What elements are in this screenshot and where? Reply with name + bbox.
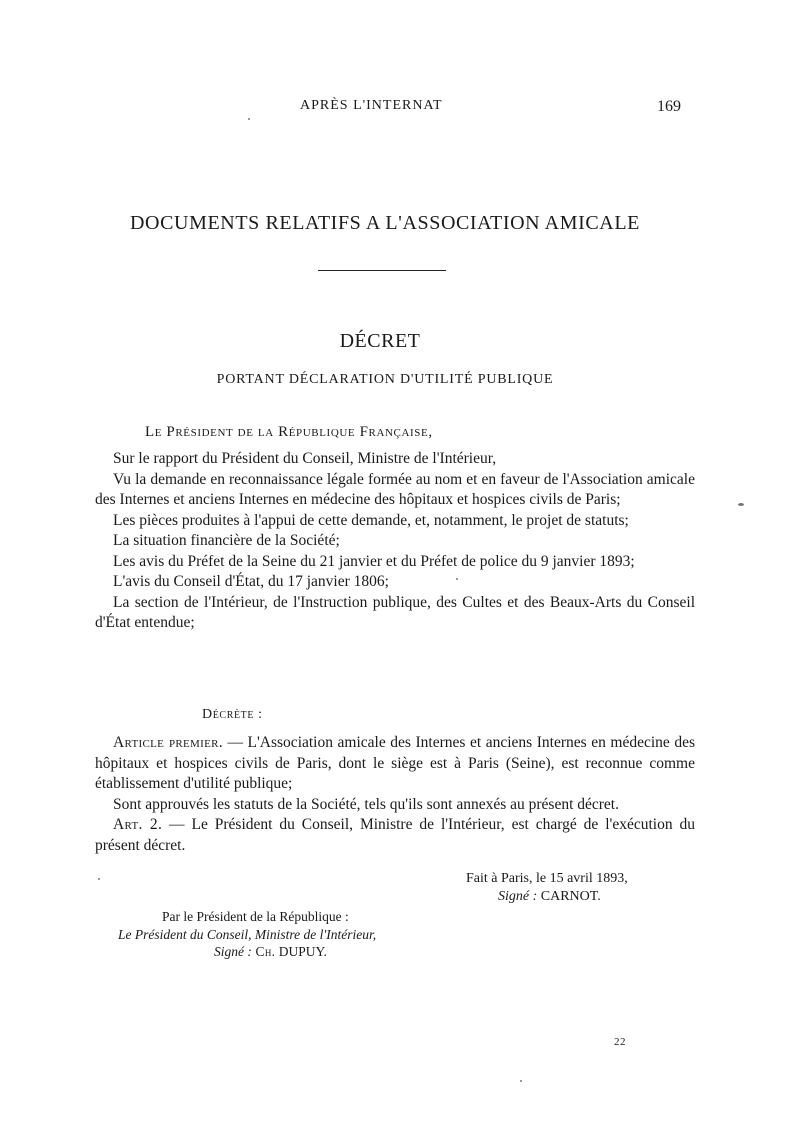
consideration-paragraph: Les avis du Préfet de la Seine du 21 janvier et du Préfet de police du 9 janvier 1893;	[113, 552, 635, 570]
paper-speck	[520, 1080, 522, 1082]
running-title: APRÈS L'INTERNAT	[300, 98, 443, 113]
article-1	[95, 733, 695, 795]
decree-subheading: PORTANT DÉCLARATION D'UTILITÉ PUBLIQUE	[216, 372, 554, 387]
countersign-name: DUPUY.	[275, 944, 327, 959]
paper-speck	[98, 878, 100, 880]
consideration-paragraph: L'avis du Conseil d'État, du 17 janvier 1806;	[113, 573, 389, 590]
countersign-initial: Ch.	[251, 944, 276, 959]
consideration-paragraph: La section de l'Intérieur, de l'Instruction publique, des Cultes et des Beaux-Arts du Conseil d'État entendue;	[95, 593, 695, 631]
article-1-continuation: Sont approuvés les statuts de la Société, tels qu'ils sont annexés au présent décret.	[113, 795, 619, 813]
consideration-paragraph: Sur le rapport du Président du Conseil, Ministre de l'Intérieur,	[113, 450, 497, 467]
article-1-label: Article premier.	[113, 734, 223, 751]
countersign-signed-label: Signé :	[214, 944, 252, 959]
signoff	[466, 870, 628, 906]
countersign-line-3	[118, 943, 376, 961]
paper-speck	[248, 118, 250, 120]
place-date: Fait à Paris, le 15 avril 1893,	[466, 871, 628, 886]
articles	[95, 733, 695, 856]
article-1-text: — L'Association amicale des Internes et anciens Internes en médecine des hôpitaux et hospices civils de Paris, dont le siège est à Paris (Seine), est reconnue comme établissement d'utilité publique;	[95, 734, 695, 792]
decree-heading: DÉCRET	[339, 330, 421, 352]
title-divider	[318, 270, 446, 271]
president-line: Le Président de la République Française,	[145, 424, 433, 440]
paper-speck	[738, 503, 744, 506]
document-title: DOCUMENTS RELATIFS A L'ASSOCIATION AMICALE	[130, 212, 640, 234]
signed-label: Signé :	[498, 889, 538, 904]
consideration-paragraph: Les pièces produites à l'appui de cette demande, et, notamment, le projet de statuts;	[113, 511, 629, 529]
signed-name: CARNOT.	[537, 889, 601, 904]
consideration-paragraph: La situation financière de la Société;	[113, 532, 340, 549]
countersign-line-1: Par le Président de la République :	[162, 909, 349, 924]
page-number: 169	[657, 98, 681, 115]
article-2-text: — Le Président du Conseil, Ministre de l'Intérieur, est chargé de l'exécution du présent décret.	[95, 816, 695, 854]
considerations	[95, 449, 695, 634]
article-2	[95, 815, 695, 856]
article-2-label: Art. 2.	[113, 816, 163, 833]
decrete-label: Décrète :	[202, 707, 263, 722]
signed-line	[466, 888, 628, 906]
paper-speck	[456, 578, 458, 580]
countersign-line-2: Le Président du Conseil, Ministre de l'Intérieur,	[118, 926, 377, 942]
signature-mark: 22	[614, 1036, 626, 1048]
consideration-paragraph: Vu la demande en reconnaissance légale formée au nom et en faveur de l'Association amicale des Internes et anciens Internes en médecine des hôpitaux et hospices civils de Paris;	[95, 470, 695, 508]
countersignature	[118, 908, 376, 961]
